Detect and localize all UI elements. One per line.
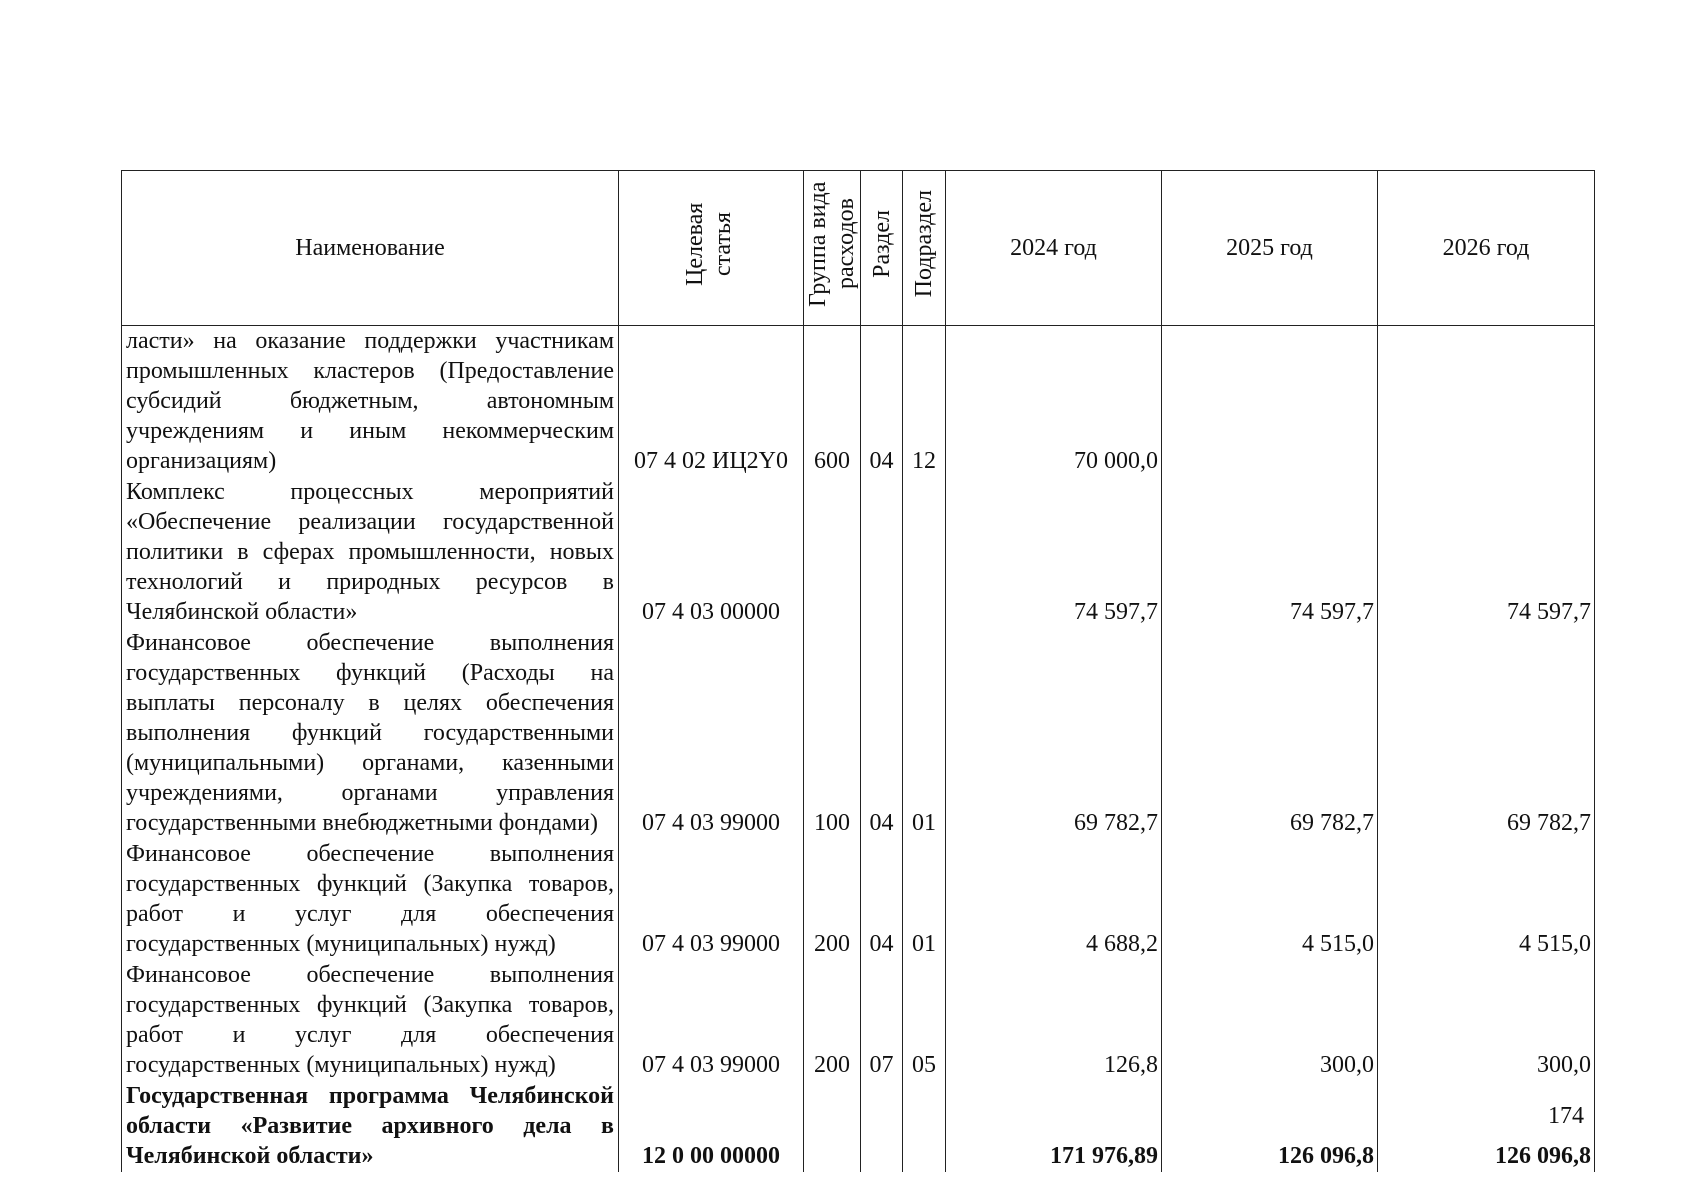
row-2026	[1378, 326, 1595, 478]
row-2025: 4 515,0	[1162, 839, 1378, 960]
row-article: 07 4 03 99000	[619, 839, 804, 960]
row-2025: 74 597,7	[1162, 477, 1378, 628]
row-article: 07 4 03 99000	[619, 960, 804, 1081]
row-section	[861, 1081, 903, 1172]
row-2024: 74 597,7	[946, 477, 1162, 628]
header-2026: 2026 год	[1378, 171, 1595, 326]
table-row	[122, 839, 1595, 960]
row-subsection: 05	[903, 960, 946, 1081]
row-article: 07 4 03 00000	[619, 477, 804, 628]
row-2024: 4 688,2	[946, 839, 1162, 960]
row-2026: 126 096,8	[1378, 1081, 1595, 1172]
row-group: 200	[804, 839, 861, 960]
row-name: ласти» на оказание поддержки участникам промышленных кластеров (Предоставление субсидий бюджетным, автономным учреждениям и иным некоммерческим организациям)	[122, 326, 619, 478]
row-2024: 69 782,7	[946, 628, 1162, 839]
row-name: Комплекс процессных мероприятий «Обеспечение реализации государственной политики в сферах промышленности, новых технологий и природных ресурсов в Челябинской области»	[122, 477, 619, 628]
row-article: 07 4 03 99000	[619, 628, 804, 839]
row-name: Финансовое обеспечение выполнения государственных функций (Закупка товаров, работ и услуг для обеспечения государственных (муниципальных) нужд)	[122, 960, 619, 1081]
row-2024: 171 976,89	[946, 1081, 1162, 1172]
row-subsection: 12	[903, 326, 946, 478]
table-row	[122, 960, 1595, 1081]
header-article	[619, 171, 804, 326]
budget-table	[121, 170, 1595, 1172]
row-group	[804, 1081, 861, 1172]
row-2025: 126 096,8	[1162, 1081, 1378, 1172]
row-group	[804, 477, 861, 628]
page-number: 174	[1548, 1103, 1584, 1129]
header-group-label: Группа вида расходов	[805, 181, 859, 307]
table-row-program-total	[122, 1081, 1595, 1172]
header-2024: 2024 год	[946, 171, 1162, 326]
row-article: 12 0 00 00000	[619, 1081, 804, 1172]
row-name: Государственная программа Челябинской области «Развитие архивного дела в Челябинской области»	[122, 1081, 619, 1172]
row-2026: 4 515,0	[1378, 839, 1595, 960]
header-article-label: Целевая статья	[682, 202, 736, 286]
table-row	[122, 477, 1595, 628]
row-subsection	[903, 1081, 946, 1172]
row-section	[861, 477, 903, 628]
header-subsection	[903, 171, 946, 326]
header-section	[861, 171, 903, 326]
row-group: 600	[804, 326, 861, 478]
row-section: 04	[861, 839, 903, 960]
row-group: 200	[804, 960, 861, 1081]
table-row	[122, 326, 1595, 478]
row-2024: 70 000,0	[946, 326, 1162, 478]
row-2025: 300,0	[1162, 960, 1378, 1081]
header-section-label: Раздел	[868, 210, 895, 278]
row-name: Финансовое обеспечение выполнения государственных функций (Расходы на выплаты персоналу в целях обеспечения выполнения функций государственными (муниципальными) органами, казенными учреждениями, органами управления государственными внебюджетными фондами)	[122, 628, 619, 839]
row-section: 04	[861, 628, 903, 839]
row-2026: 69 782,7	[1378, 628, 1595, 839]
row-article: 07 4 02 ИЦ2Y0	[619, 326, 804, 478]
row-name: Финансовое обеспечение выполнения государственных функций (Закупка товаров, работ и услуг для обеспечения государственных (муниципальных) нужд)	[122, 839, 619, 960]
row-subsection	[903, 477, 946, 628]
table-header-row	[122, 171, 1595, 326]
row-2024: 126,8	[946, 960, 1162, 1081]
row-subsection: 01	[903, 839, 946, 960]
header-subsection-label: Подраздел	[911, 190, 937, 298]
row-2025	[1162, 326, 1378, 478]
row-section: 07	[861, 960, 903, 1081]
row-2026: 300,0	[1378, 960, 1595, 1081]
header-2025: 2025 год	[1162, 171, 1378, 326]
header-group	[804, 171, 861, 326]
row-2025: 69 782,7	[1162, 628, 1378, 839]
row-section: 04	[861, 326, 903, 478]
table-row	[122, 628, 1595, 839]
row-group: 100	[804, 628, 861, 839]
row-subsection: 01	[903, 628, 946, 839]
header-name: Наименование	[122, 171, 619, 326]
row-2026: 74 597,7	[1378, 477, 1595, 628]
